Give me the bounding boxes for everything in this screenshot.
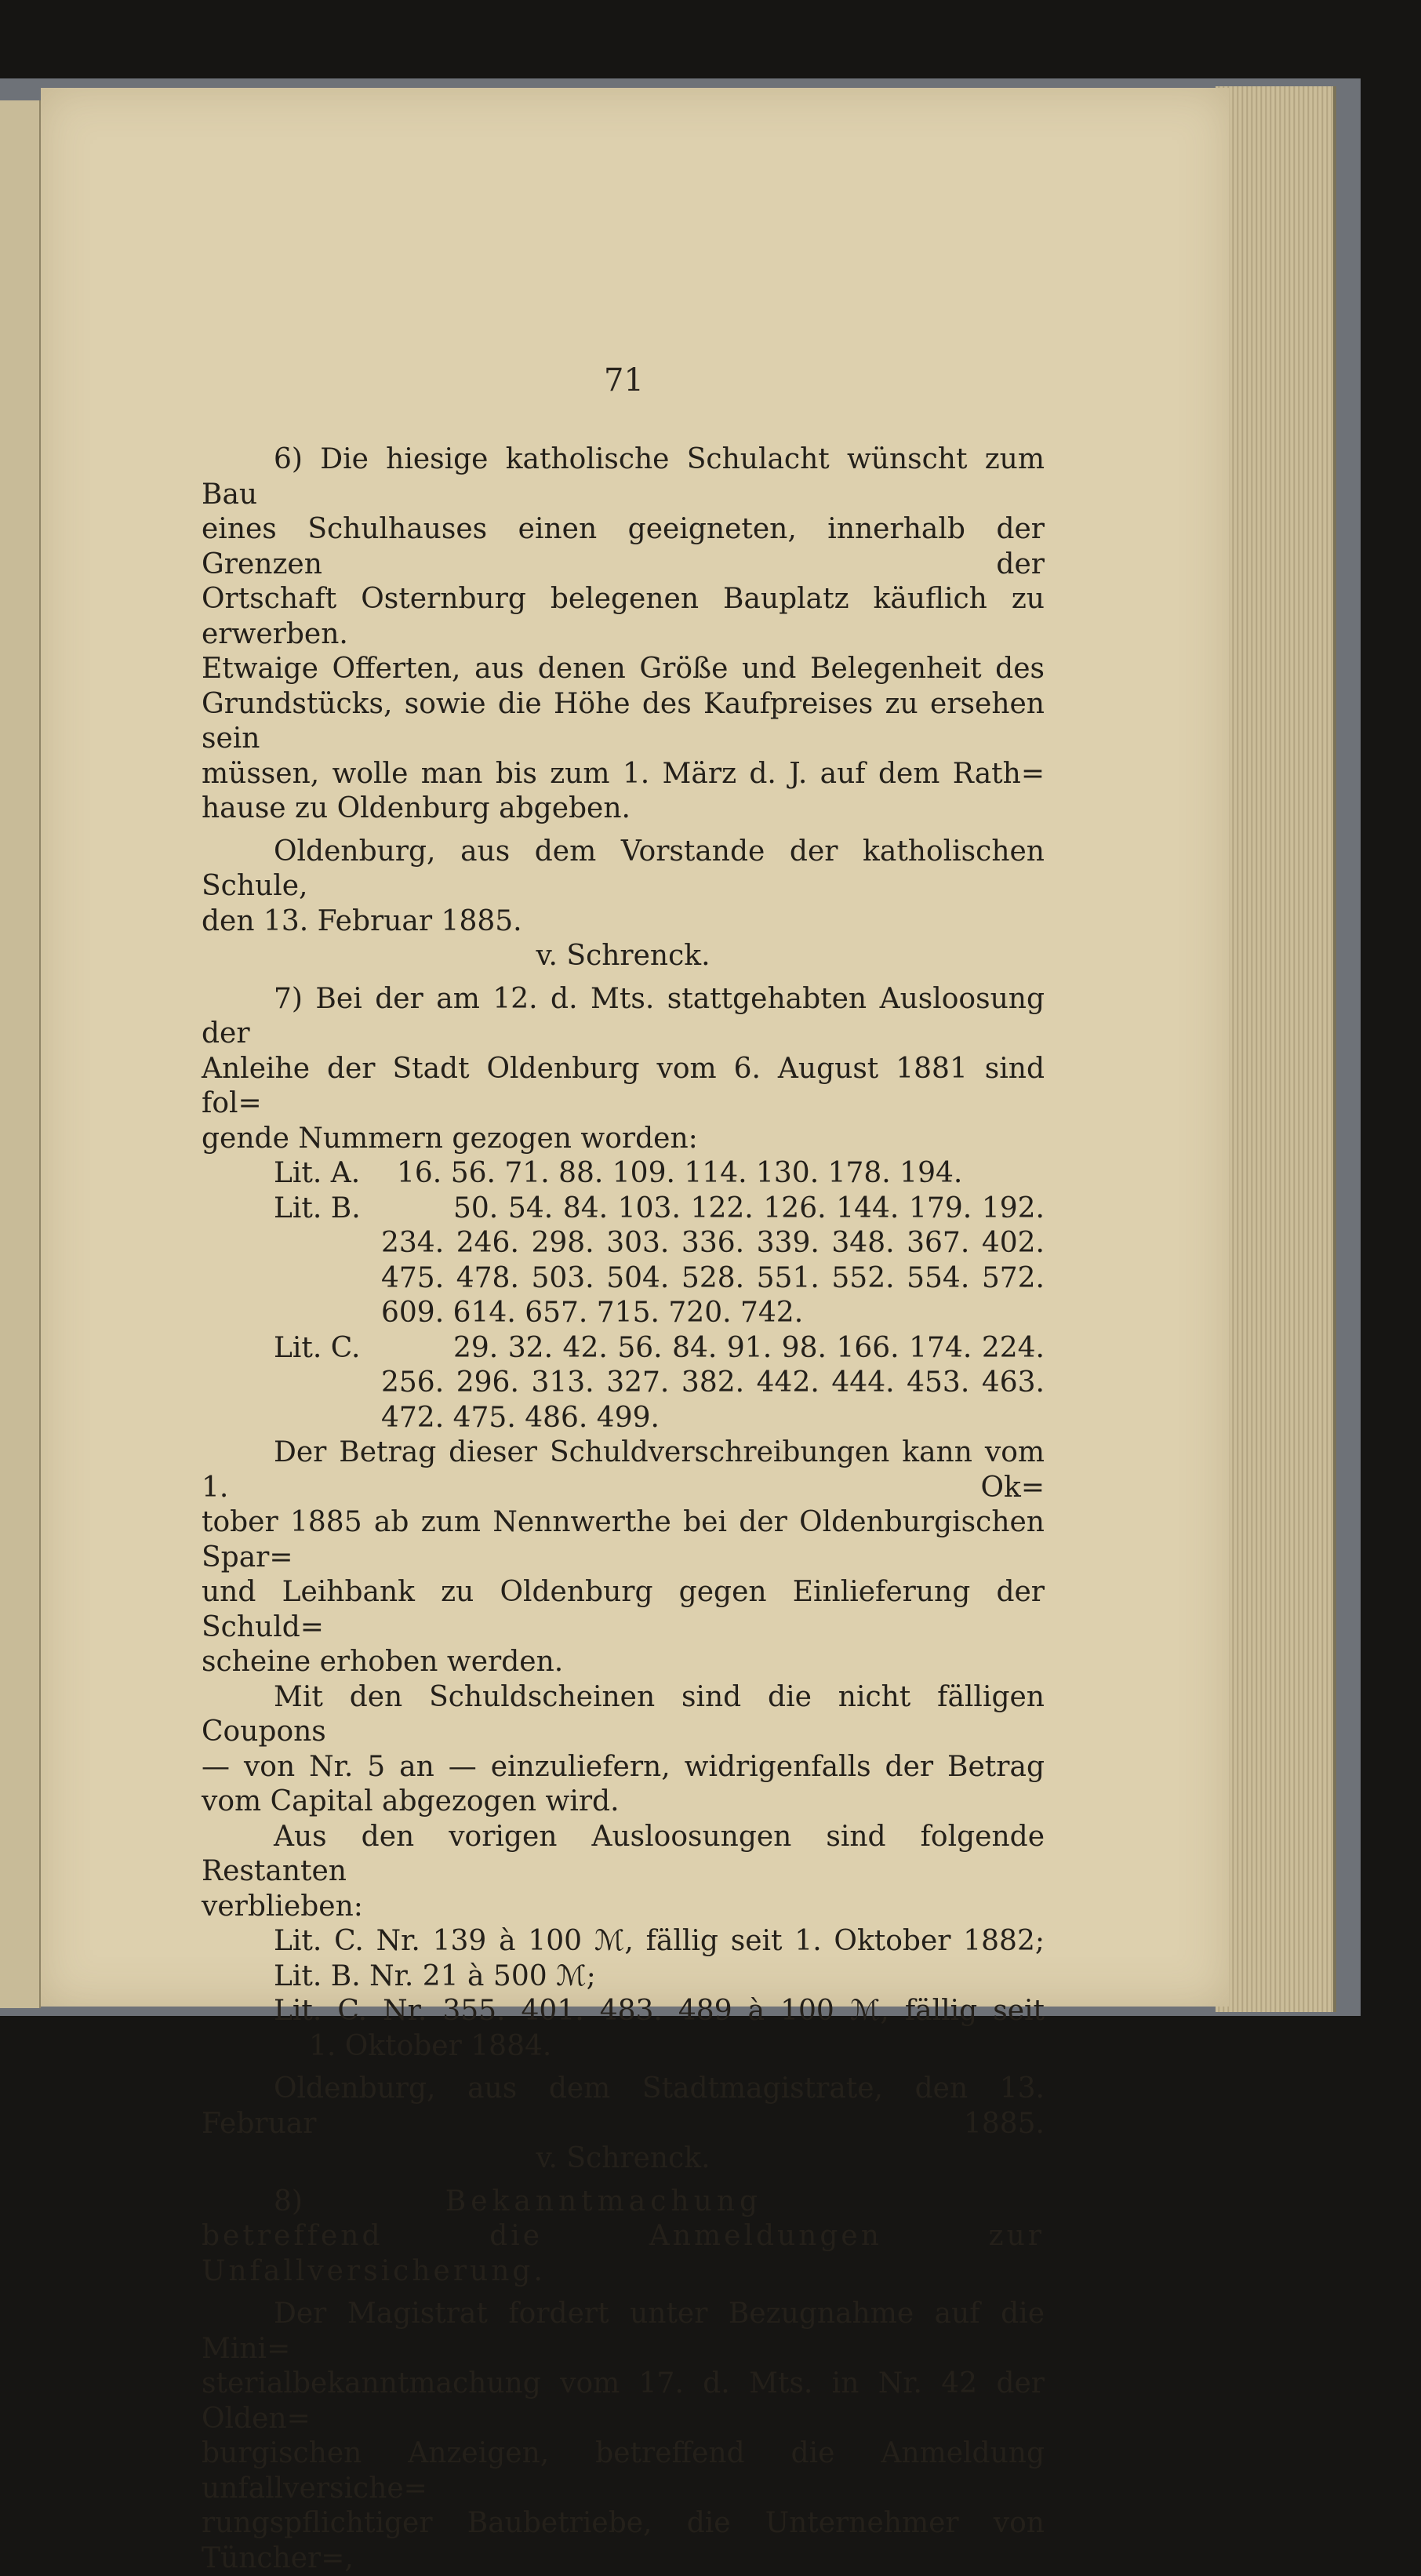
place-date-line: den 13. Februar 1885. — [202, 904, 1045, 940]
lit-numbers: 475. 478. 503. 504. 528. 551. 552. 554. 572. — [202, 1261, 1045, 1297]
text-line: müssen, wolle man bis zum 1. März d. J. auf dem Rath= — [202, 757, 1045, 792]
announcement-heading-row — [202, 2185, 1045, 2220]
text-line: Grundstücks, sowie die Höhe des Kaufpreises zu ersehen sein — [202, 687, 1045, 757]
lit-numbers: 16. 56. 71. 88. 109. 114. 130. 178. 194. — [381, 1156, 1045, 1192]
section-6 — [202, 442, 1045, 974]
lit-a-row — [202, 1156, 1045, 1192]
text-line: sterialbekanntmachung vom 17. d. Mts. in Nr. 42 der Olden= — [202, 2367, 1045, 2436]
announcement-heading: Bekanntmachung — [445, 2185, 762, 2220]
section-8 — [202, 2185, 1045, 2576]
signature: v. Schrenck. — [202, 939, 1045, 974]
text-line: eines Schulhauses einen geeigneten, innerhalb der Grenzen der — [202, 512, 1045, 582]
signature: v. Schrenck. — [202, 2141, 1045, 2177]
text-line: 7) Bei der am 12. d. Mts. stattgehabten Ausloosung der — [202, 982, 1045, 1052]
place-date-line: Oldenburg, aus dem Vorstande der katholischen Schule, — [202, 835, 1045, 904]
text-line: burgischen Anzeigen, betreffend die Anmeldung unfallversiche= — [202, 2436, 1045, 2506]
restanten-line: Lit. B. Nr. 21 à 500 ℳ; — [202, 1959, 1045, 1995]
text-line: Der Magistrat fordert unter Bezugnahme auf die Mini= — [202, 2297, 1045, 2367]
text-line: tober 1885 ab zum Nennwerthe bei der Oldenburgischen Spar= — [202, 1505, 1045, 1575]
text-line: hause zu Oldenburg abgeben. — [202, 791, 1045, 827]
restanten-line: Lit. C. Nr. 355. 401. 483. 489 à 100 ℳ, fällig seit — [202, 1994, 1045, 2029]
restanten-line: Lit. C. Nr. 139 à 100 ℳ, fällig seit 1. Oktober 1882; — [202, 1924, 1045, 1959]
lit-numbers: 256. 296. 313. 327. 382. 442. 444. 453. 463. — [202, 1366, 1045, 1401]
page-number: 71 — [604, 362, 644, 398]
text-line: — von Nr. 5 an — einzuliefern, widrigenfalls der Betrag — [202, 1750, 1045, 1785]
place-date-line: Oldenburg, aus dem Stadtmagistrate, den 13. Februar 1885. — [202, 2072, 1045, 2141]
text-line: gende Nummern gezogen worden: — [202, 1122, 1045, 1157]
lit-b-row — [202, 1192, 1045, 1227]
lit-numbers: 234. 246. 298. 303. 336. 339. 348. 367. 402. — [202, 1226, 1045, 1261]
text-line: Aus den vorigen Ausloosungen sind folgende Restanten — [202, 1820, 1045, 1890]
page-block-edge — [1216, 86, 1336, 2012]
section-number: 8) — [274, 2185, 303, 2220]
lit-label: Lit. A. — [202, 1156, 381, 1192]
text-line: verblieben: — [202, 1890, 1045, 1925]
lit-numbers: 50. 54. 84. 103. 122. 126. 144. 179. 192. — [381, 1192, 1045, 1227]
facing-page-edge — [0, 100, 41, 2008]
text-line: Ortschaft Osternburg belegenen Bauplatz käuflich zu erwerben. — [202, 582, 1045, 652]
text-line: Mit den Schuldscheinen sind die nicht fälligen Coupons — [202, 1680, 1045, 1750]
text-line: Etwaige Offerten, aus denen Größe und Belegenheit des — [202, 652, 1045, 687]
text-line: Der Betrag dieser Schuldverschreibungen kann vom 1. Ok= — [202, 1435, 1045, 1505]
lit-numbers: 472. 475. 486. 499. — [202, 1401, 1045, 1436]
text-line: 6) Die hiesige katholische Schulacht wünscht zum Bau — [202, 442, 1045, 512]
lit-label: Lit. C. — [202, 1331, 381, 1366]
text-line: scheine erhoben werden. — [202, 1645, 1045, 1680]
text-line: und Leihbank zu Oldenburg gegen Einlieferung der Schuld= — [202, 1575, 1045, 1645]
lit-numbers: 609. 614. 657. 715. 720. 742. — [202, 1296, 1045, 1331]
page-body — [202, 442, 1045, 2576]
section-7 — [202, 982, 1045, 2177]
restanten-line: 1. Oktober 1884. — [202, 2029, 1045, 2065]
lit-numbers: 29. 32. 42. 56. 84. 91. 98. 166. 174. 224. — [381, 1331, 1045, 1366]
announcement-subheading: betreffend die Anmeldungen zur Unfallversicherung. — [202, 2219, 1045, 2289]
text-line: rungspflichtiger Baubetriebe, die Unternehmer von Tüncher=, — [202, 2506, 1045, 2576]
text-line: Anleihe der Stadt Oldenburg vom 6. August 1881 sind fol= — [202, 1052, 1045, 1122]
book-page — [41, 88, 1229, 2007]
lit-c-row — [202, 1331, 1045, 1366]
lit-label: Lit. B. — [202, 1192, 381, 1227]
text-line: vom Capital abgezogen wird. — [202, 1785, 1045, 1820]
